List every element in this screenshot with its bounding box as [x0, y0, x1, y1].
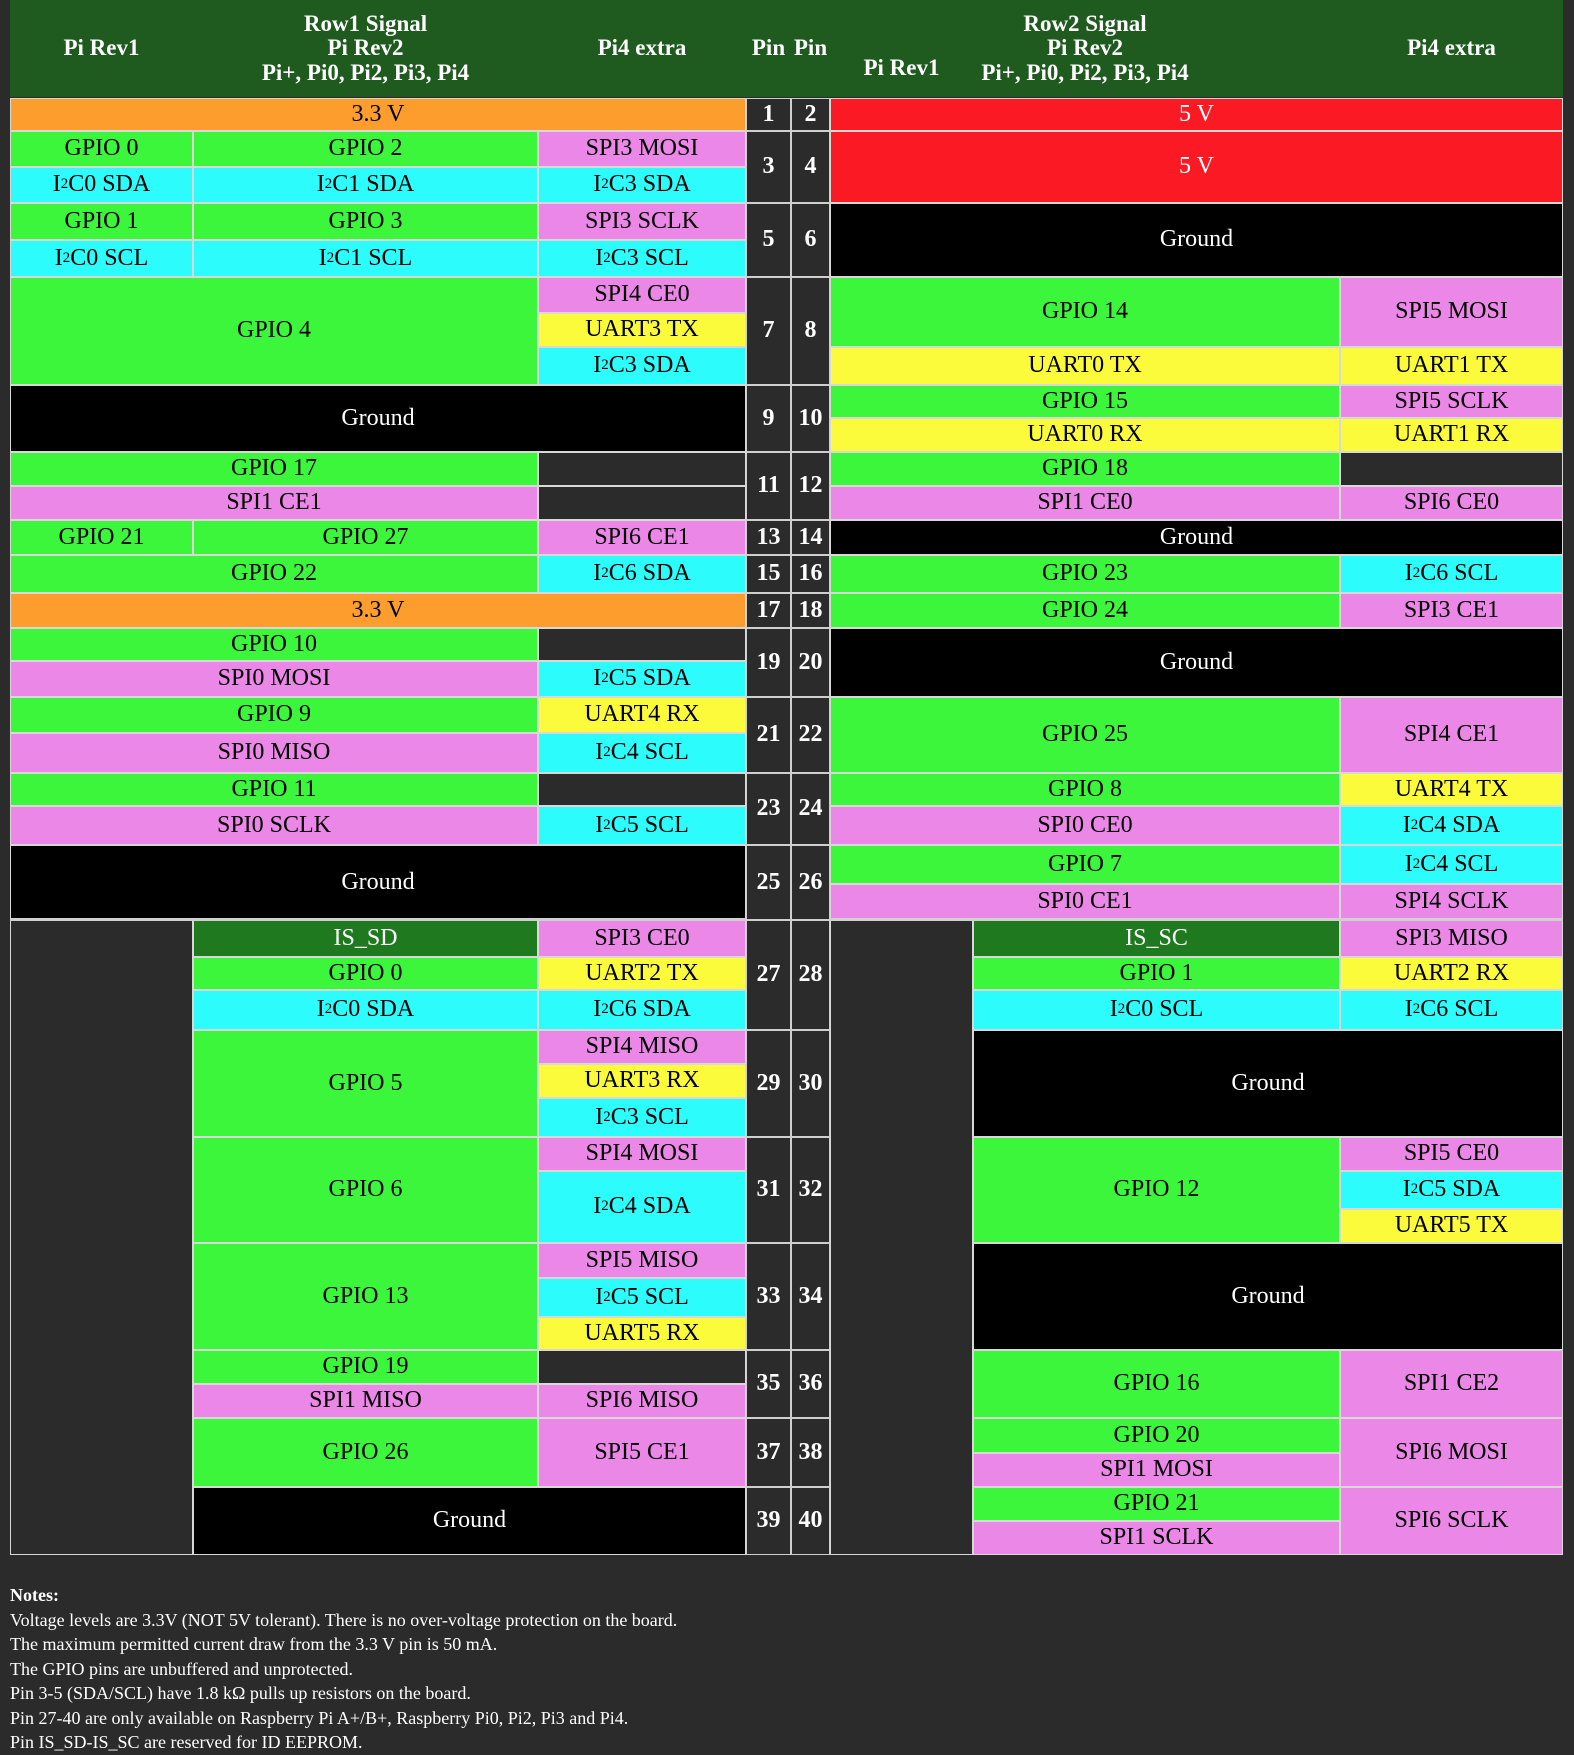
notes-section — [10, 1583, 1550, 1755]
pin-number: 19 — [746, 628, 791, 697]
signal-cell: GPIO 0 — [10, 131, 193, 167]
signal-cell: I 2 C5 SCL — [538, 806, 746, 845]
superscript: 2 — [60, 176, 69, 193]
superscript: 2 — [601, 670, 609, 687]
divider — [10, 918, 746, 921]
signal-cell: GPIO 1 — [973, 957, 1340, 990]
superscript: 2 — [603, 1108, 611, 1125]
signal-cell: SPI5 CE1 — [538, 1418, 746, 1487]
pin-number: 4 — [791, 131, 830, 203]
signal-cell: I 2 C3 SCL — [538, 240, 746, 277]
signal-cell: I 2 C0 SCL — [973, 990, 1340, 1030]
signal-cell: SPI3 SCLK — [538, 203, 746, 240]
superscript: 2 — [601, 1001, 609, 1018]
signal-cell: SPI0 SCLK — [10, 806, 538, 845]
signal-cell: SPI3 MOSI — [538, 131, 746, 167]
pin-number: 20 — [791, 628, 830, 697]
signal-cell: I 2 C4 SCL — [538, 733, 746, 773]
header-text: Pi4 extra — [597, 35, 687, 61]
signal-cell: GPIO 16 — [973, 1350, 1340, 1418]
superscript: 2 — [603, 744, 611, 761]
signal-cell: SPI6 CE0 — [1340, 486, 1563, 520]
signal-cell: GPIO 23 — [830, 555, 1340, 593]
signal-cell: GPIO 9 — [10, 697, 538, 733]
signal-cell: GPIO 8 — [830, 773, 1340, 806]
superscript: 2 — [1412, 1001, 1421, 1018]
pin-number: 10 — [791, 385, 830, 452]
superscript: 2 — [326, 249, 335, 266]
pin-number: 25 — [746, 845, 791, 920]
header-text: Pi+, Pi0, Pi2, Pi3, Pi4 — [261, 59, 470, 85]
superscript: 2 — [603, 1288, 611, 1305]
signal-cell: SPI5 SCLK — [1340, 385, 1563, 418]
signal-cell: GPIO 5 — [193, 1030, 538, 1137]
empty-cell — [538, 452, 746, 486]
signal-cell: GPIO 2 — [193, 131, 538, 167]
ground-cell: Ground — [830, 203, 1563, 277]
pin-number: 34 — [791, 1243, 830, 1350]
signal-cell: GPIO 18 — [830, 452, 1340, 486]
pin-number: 7 — [746, 277, 791, 385]
signal-cell: UART1 TX — [1340, 347, 1563, 385]
signal-cell: GPIO 6 — [193, 1137, 538, 1243]
signal-cell: SPI1 MOSI — [973, 1453, 1340, 1487]
signal-cell: SPI1 CE0 — [830, 486, 1340, 520]
pin-number: 2 — [791, 98, 830, 131]
pin-number: 14 — [791, 520, 830, 555]
signal-cell: SPI6 CE1 — [538, 520, 746, 555]
header-text: Row1 Signal — [303, 11, 428, 37]
signal-cell: GPIO 10 — [10, 628, 538, 661]
power-3v3: 3.3 V — [10, 98, 746, 131]
pin-number: 8 — [791, 277, 830, 385]
superscript: 2 — [324, 176, 333, 193]
header-text: Pi Rev1 — [63, 35, 140, 61]
superscript: 2 — [601, 565, 609, 582]
header-text: Pin — [793, 35, 828, 61]
signal-cell: I 2 C3 SDA — [538, 167, 746, 203]
signal-cell: UART4 TX — [1340, 773, 1563, 806]
pin-number: 32 — [791, 1137, 830, 1243]
signal-cell: GPIO 17 — [10, 452, 538, 486]
signal-cell: UART5 RX — [538, 1317, 746, 1350]
note-line: Pin IS_SD-IS_SC are reserved for ID EEPROM. — [10, 1732, 363, 1752]
pin-number: 9 — [746, 385, 791, 452]
pin-number: 12 — [791, 452, 830, 520]
ground-cell: Ground — [973, 1030, 1563, 1137]
pin-number: 18 — [791, 593, 830, 628]
signal-cell: GPIO 4 — [10, 277, 538, 385]
superscript: 2 — [601, 357, 609, 374]
empty-cell — [538, 773, 746, 806]
note-line: The GPIO pins are unbuffered and unprotected. — [10, 1658, 354, 1679]
signal-cell: I 2 C1 SDA — [193, 167, 538, 203]
divider — [830, 918, 1563, 921]
signal-cell: GPIO 12 — [973, 1137, 1340, 1243]
header-text: Pi Rev2 — [1046, 35, 1123, 61]
note-line: Voltage levels are 3.3V (NOT 5V tolerant). There is no over-voltage protection on the board. — [10, 1609, 678, 1630]
superscript: 2 — [603, 816, 611, 833]
signal-cell: I 2 C1 SCL — [193, 240, 538, 277]
ground-cell: Ground — [193, 1487, 746, 1555]
signal-cell: GPIO 11 — [10, 773, 538, 806]
pin-number: 24 — [791, 773, 830, 845]
notes-title: Notes: — [10, 1585, 59, 1605]
signal-cell: SPI1 MISO — [193, 1384, 538, 1418]
ground-cell: Ground — [830, 520, 1563, 555]
empty-cell — [538, 486, 746, 520]
signal-cell: GPIO 14 — [830, 277, 1340, 347]
signal-cell: I 2 C4 SDA — [538, 1171, 746, 1243]
ground-cell: Ground — [973, 1243, 1563, 1350]
power-5v: 5 V — [830, 98, 1563, 131]
empty-cell — [538, 1350, 746, 1384]
signal-cell: I 2 C6 SCL — [1340, 555, 1563, 593]
pin-number: 27 — [746, 920, 791, 1030]
pin-number: 1 — [746, 98, 791, 131]
superscript: 2 — [1410, 1181, 1419, 1198]
signal-cell: SPI6 MOSI — [1340, 1418, 1563, 1487]
signal-cell: SPI4 CE0 — [538, 277, 746, 313]
ground-cell: Ground — [10, 845, 746, 920]
note-line: Pin 27-40 are only available on Raspberry Pi A+/B+, Raspberry Pi0, Pi2, Pi3 and Pi4. — [10, 1707, 629, 1728]
signal-cell: I 2 C4 SDA — [1340, 806, 1563, 845]
signal-cell: GPIO 24 — [830, 593, 1340, 628]
superscript: 2 — [324, 1001, 333, 1018]
signal-cell: SPI0 MISO — [10, 733, 538, 773]
signal-cell: SPI1 CE2 — [1340, 1350, 1563, 1418]
signal-cell: SPI4 MOSI — [538, 1137, 746, 1171]
signal-cell: SPI1 CE1 — [10, 486, 538, 520]
power-5v: 5 V — [830, 131, 1563, 203]
signal-cell: UART3 TX — [538, 313, 746, 347]
pin-number: 30 — [791, 1030, 830, 1137]
superscript: 2 — [603, 249, 611, 266]
signal-cell: GPIO 0 — [193, 957, 538, 990]
signal-cell: SPI1 SCLK — [973, 1521, 1340, 1555]
empty-cell — [538, 628, 746, 661]
signal-cell: SPI6 SCLK — [1340, 1487, 1563, 1555]
header-pin-odd — [746, 0, 791, 97]
signal-cell: UART4 RX — [538, 697, 746, 733]
signal-cell: SPI5 MISO — [538, 1243, 746, 1278]
header-right-pi-rev1 — [830, 40, 973, 97]
signal-cell: UART2 TX — [538, 957, 746, 990]
pin-number: 37 — [746, 1418, 791, 1487]
signal-cell: I 2 C6 SCL — [1340, 990, 1563, 1030]
superscript: 2 — [1412, 855, 1421, 872]
signal-cell: SPI4 MISO — [538, 1030, 746, 1064]
signal-cell: SPI3 CE0 — [538, 920, 746, 957]
signal-cell: SPI5 CE0 — [1340, 1137, 1563, 1171]
signal-cell: SPI0 MOSI — [10, 661, 538, 697]
signal-cell: GPIO 27 — [193, 520, 538, 555]
signal-cell: I 2 C4 SCL — [1340, 845, 1563, 884]
pin-number: 35 — [746, 1350, 791, 1418]
superscript: 2 — [601, 1198, 609, 1215]
header-left-pi-rev2 — [193, 0, 538, 97]
header-text: Pi Rev1 — [863, 55, 940, 81]
header-text: Pin — [751, 35, 786, 61]
pin-number: 36 — [791, 1350, 830, 1418]
header-text: Row2 Signal — [1023, 11, 1147, 37]
signal-cell: I 2 C3 SCL — [538, 1098, 746, 1137]
signal-cell: GPIO 1 — [10, 203, 193, 240]
pin-number: 26 — [791, 845, 830, 920]
pin-number: 23 — [746, 773, 791, 845]
signal-cell: SPI3 MISO — [1340, 920, 1563, 957]
signal-cell: GPIO 21 — [973, 1487, 1340, 1521]
header-text: Pi+, Pi0, Pi2, Pi3, Pi4 — [981, 59, 1189, 85]
pin-number: 5 — [746, 203, 791, 277]
pin-number: 17 — [746, 593, 791, 628]
pin-number: 33 — [746, 1243, 791, 1350]
signal-cell: GPIO 3 — [193, 203, 538, 240]
superscript: 2 — [601, 176, 609, 193]
signal-cell: GPIO 26 — [193, 1418, 538, 1487]
ground-cell: Ground — [10, 385, 746, 452]
pin-number: 38 — [791, 1418, 830, 1487]
pin-number: 29 — [746, 1030, 791, 1137]
note-line: Pin 3-5 (SDA/SCL) have 1.8 kΩ pulls up resistors on the board. — [10, 1683, 471, 1703]
signal-cell: SPI5 MOSI — [1340, 277, 1563, 347]
signal-cell: GPIO 7 — [830, 845, 1340, 884]
header-left-pi4-extra — [538, 0, 746, 97]
superscript: 2 — [1410, 816, 1419, 833]
signal-cell: UART0 TX — [830, 347, 1340, 385]
signal-cell: I 2 C5 SDA — [538, 661, 746, 697]
signal-cell: GPIO 21 — [10, 520, 193, 555]
signal-cell: I 2 C0 SDA — [10, 167, 193, 203]
signal-cell: SPI3 CE1 — [1340, 593, 1563, 628]
power-3v3: 3.3 V — [10, 593, 746, 628]
pin-number: 28 — [791, 920, 830, 1030]
empty-cell — [10, 920, 193, 1555]
header-left-pi-rev1 — [10, 0, 193, 97]
signal-cell: GPIO 19 — [193, 1350, 538, 1384]
signal-cell: GPIO 15 — [830, 385, 1340, 418]
pin-number: 16 — [791, 555, 830, 593]
signal-cell: UART5 TX — [1340, 1209, 1563, 1243]
pin-number: 15 — [746, 555, 791, 593]
pin-number: 21 — [746, 697, 791, 773]
signal-cell: SPI0 CE0 — [830, 806, 1340, 845]
note-line: The maximum permitted current draw from the 3.3 V pin is 50 mA. — [10, 1634, 498, 1654]
signal-cell: I 2 C6 SDA — [538, 990, 746, 1030]
signal-cell: UART1 RX — [1340, 418, 1563, 452]
signal-cell: GPIO 20 — [973, 1418, 1340, 1453]
signal-cell: SPI6 MISO — [538, 1384, 746, 1418]
superscript: 2 — [62, 249, 71, 266]
pin-number: 22 — [791, 697, 830, 773]
superscript: 2 — [1117, 1001, 1126, 1018]
signal-cell: I 2 C3 SDA — [538, 347, 746, 385]
id-eeprom-cell: IS_SC — [973, 920, 1340, 957]
signal-cell: I 2 C5 SCL — [538, 1278, 746, 1317]
signal-cell: SPI4 SCLK — [1340, 884, 1563, 920]
empty-cell — [830, 920, 973, 1555]
signal-cell: I 2 C6 SDA — [538, 555, 746, 593]
pin-number: 3 — [746, 131, 791, 203]
signal-cell: SPI4 CE1 — [1340, 697, 1563, 773]
header-right-pi4-extra — [1340, 0, 1563, 97]
empty-cell — [1340, 452, 1563, 486]
signal-cell: GPIO 13 — [193, 1243, 538, 1350]
superscript: 2 — [1412, 565, 1421, 582]
pin-number: 13 — [746, 520, 791, 555]
header-text: Pi Rev2 — [327, 35, 404, 61]
signal-cell: I 2 C5 SDA — [1340, 1171, 1563, 1209]
ground-cell: Ground — [830, 628, 1563, 697]
pin-number: 40 — [791, 1487, 830, 1555]
signal-cell: UART3 RX — [538, 1064, 746, 1098]
signal-cell: GPIO 22 — [10, 555, 538, 593]
signal-cell: GPIO 25 — [830, 697, 1340, 773]
header-text: Pi4 extra — [1407, 35, 1496, 61]
pin-number: 31 — [746, 1137, 791, 1243]
pin-number: 6 — [791, 203, 830, 277]
signal-cell: UART0 RX — [830, 418, 1340, 452]
signal-cell: I 2 C0 SCL — [10, 240, 193, 277]
pin-number: 39 — [746, 1487, 791, 1555]
pin-number: 11 — [746, 452, 791, 520]
header-pin-even — [791, 0, 830, 97]
signal-cell: UART2 RX — [1340, 957, 1563, 990]
signal-cell: I 2 C0 SDA — [193, 990, 538, 1030]
signal-cell: SPI0 CE1 — [830, 884, 1340, 920]
id-eeprom-cell: IS_SD — [193, 920, 538, 957]
